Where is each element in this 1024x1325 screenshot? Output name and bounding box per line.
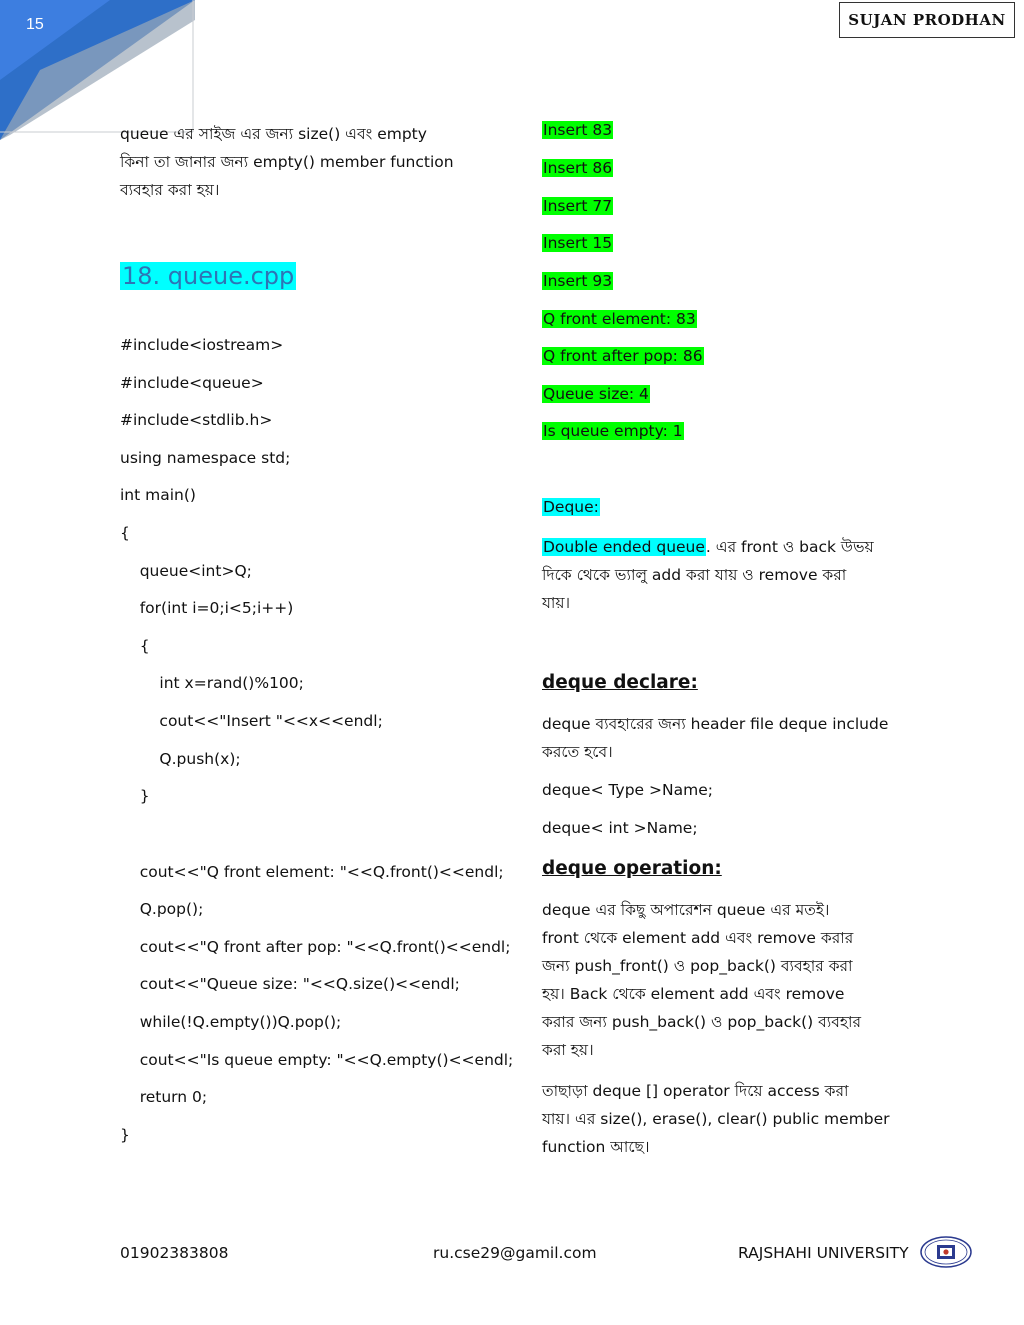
- declare-code-line: deque< Type >Name;: [542, 781, 713, 799]
- operator-paragraph: [542, 1077, 910, 1161]
- footer-university: RAJSHAHI UNIVERSITY: [738, 1244, 909, 1262]
- intro-line-2: কিনা তা জানার জন্য empty() member function: [120, 153, 454, 171]
- operator-line: function আছে।: [542, 1138, 650, 1156]
- operation-paragraph: [542, 896, 910, 1064]
- code-line: return 0;: [120, 1088, 208, 1106]
- code-line: while(!Q.empty())Q.pop();: [120, 1013, 342, 1031]
- code-line: int main(): [120, 486, 196, 504]
- intro-line-1: queue এর সাইজ এর জন্য size() এবং empty: [120, 125, 427, 143]
- code-line: {: [120, 637, 150, 655]
- code-line: cout<<"Q front after pop: "<<Q.front()<<endl;: [120, 938, 511, 956]
- code-line: }: [120, 1126, 130, 1144]
- code-line: #include<queue>: [120, 374, 264, 392]
- operation-line: হয়। Back থেকে element add এবং remove: [542, 985, 845, 1003]
- output-line: Insert 83: [543, 121, 613, 139]
- code-line: for(int i=0;i<5;i++): [120, 599, 294, 617]
- code-line: Q.push(x);: [120, 750, 241, 768]
- code-line: #include<iostream>: [120, 336, 284, 354]
- intro-line-3: ব্যবহার করা হয়।: [120, 181, 220, 199]
- output-line: Insert 93: [543, 272, 613, 290]
- declare-line: করতে হবে।: [542, 743, 613, 761]
- operator-line: তাছাড়া deque [] operator দিয়ে access করা: [542, 1082, 849, 1100]
- code-line: int x=rand()%100;: [120, 674, 304, 692]
- code-line: cout<<"Insert "<<x<<endl;: [120, 712, 383, 730]
- code-line: cout<<"Q front element: "<<Q.front()<<endl;: [120, 863, 504, 881]
- declare-line: deque ব্যবহারের জন্য header file deque include: [542, 715, 889, 733]
- output-line: Insert 77: [543, 197, 613, 215]
- output-line: Q front element: 83: [543, 310, 696, 328]
- code-line: cout<<"Is queue empty: "<<Q.empty()<<endl;: [120, 1051, 514, 1069]
- footer-phone: 01902383808: [120, 1244, 229, 1262]
- code-line: #include<stdlib.h>: [120, 411, 273, 429]
- deque-desc-line: দিকে থেকে ভ্যালু add করা যায় ও remove করা: [542, 566, 847, 584]
- output-line: Insert 86: [543, 159, 613, 177]
- intro-paragraph: [120, 120, 490, 204]
- author-name: SUJAN PRODHAN: [848, 11, 1006, 29]
- code-line: }: [120, 787, 150, 805]
- university-logo-icon: [920, 1236, 972, 1268]
- code-line: {: [120, 524, 130, 542]
- declare-heading: deque declare:: [542, 672, 698, 693]
- deque-desc-line: যায়।: [542, 594, 571, 612]
- operation-line: করা হয়।: [542, 1041, 594, 1059]
- operation-line: deque এর কিছু অপারেশন queue এর মতই।: [542, 901, 830, 919]
- deque-label: Deque:: [543, 498, 599, 516]
- output-line: Q front after pop: 86: [543, 347, 703, 365]
- footer-email: ru.cse29@gamil.com: [433, 1244, 597, 1262]
- page-number: 15: [26, 16, 44, 33]
- output-line: Queue size: 4: [543, 385, 649, 403]
- operation-line: front থেকে element add এবং remove করার: [542, 929, 854, 947]
- operation-line: করার জন্য push_back() ও pop_back() ব্যবহার: [542, 1013, 862, 1031]
- operation-line: জন্য push_front() ও pop_back() ব্যবহার করা: [542, 957, 853, 975]
- output-line: Insert 15: [543, 234, 613, 252]
- code-line: cout<<"Queue size: "<<Q.size()<<endl;: [120, 975, 460, 993]
- declare-paragraph: [542, 710, 910, 766]
- deque-desc-highlight: Double ended queue: [543, 538, 705, 556]
- deque-description: [542, 533, 910, 617]
- operation-heading: deque operation:: [542, 858, 722, 879]
- author-box: [839, 2, 1015, 38]
- declare-code-line: deque< int >Name;: [542, 819, 698, 837]
- deque-desc-rest: . এর front ও back উভয়: [705, 538, 874, 556]
- code-line: queue<int>Q;: [120, 562, 252, 580]
- output-line: Is queue empty: 1: [543, 422, 683, 440]
- code-line: using namespace std;: [120, 449, 291, 467]
- section-title: 18. queue.cpp: [122, 262, 295, 290]
- operator-line: যায়। এর size(), erase(), clear() public member: [542, 1110, 890, 1128]
- code-line: Q.pop();: [120, 900, 204, 918]
